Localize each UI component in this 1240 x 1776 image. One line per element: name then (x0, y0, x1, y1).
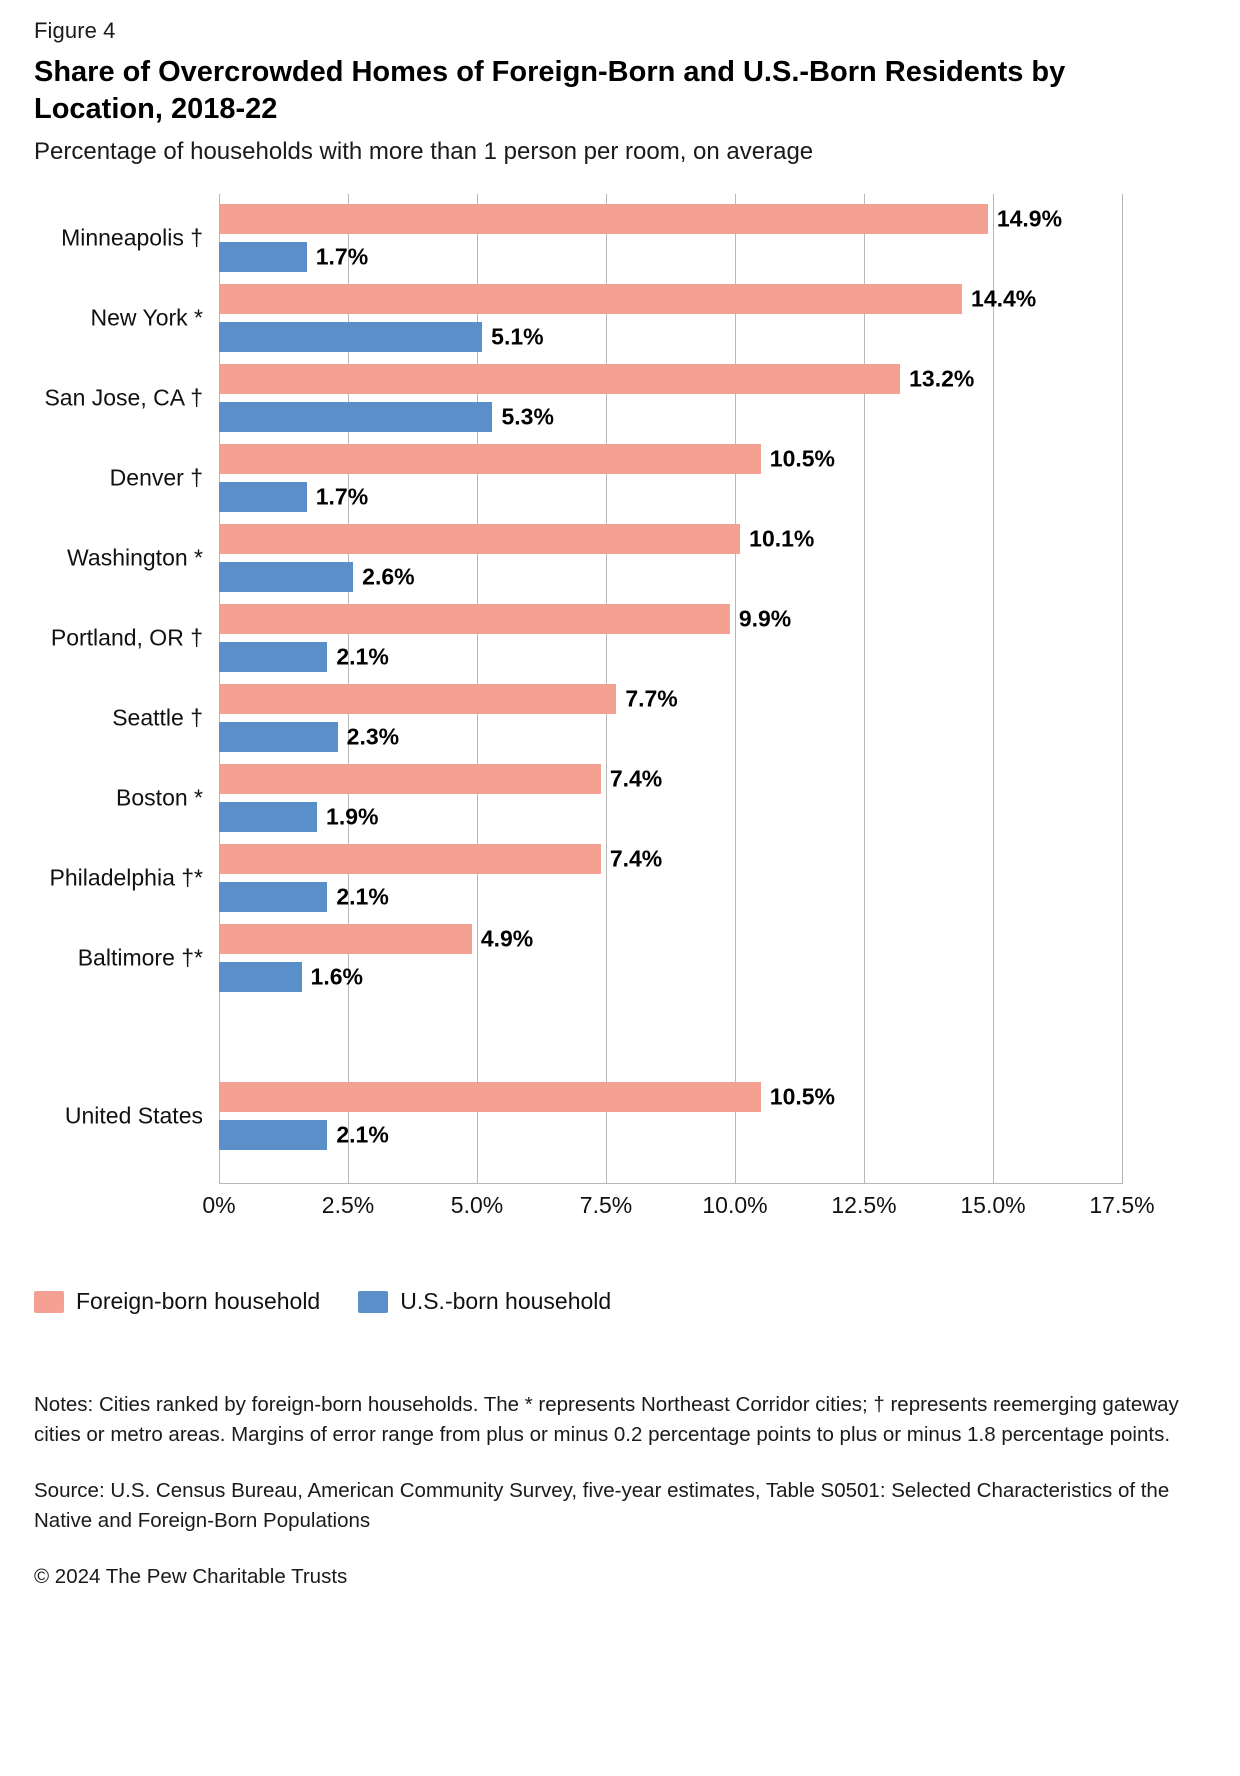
legend-item (34, 1288, 320, 1315)
bar-value-label: 13.2% (909, 365, 975, 392)
category-label: Baltimore †* (77, 944, 203, 971)
figure-footer (34, 1390, 1206, 1592)
bar-row (44, 358, 1122, 438)
bar-value-label: 2.1% (336, 1121, 389, 1148)
bar-us-born (219, 962, 363, 992)
bar-value-label: 2.3% (346, 723, 400, 750)
bar-value-label: 2.1% (336, 883, 389, 910)
bar-row (116, 758, 1122, 838)
bar-value-label: 1.9% (326, 803, 379, 830)
category-label: San Jose, CA † (44, 384, 203, 411)
bar-foreign-born (219, 364, 975, 394)
bar-foreign-born (219, 924, 534, 954)
x-tick-label: 0% (202, 1192, 236, 1219)
x-tick-label: 15.0% (960, 1192, 1026, 1219)
bar-row (112, 678, 1122, 758)
legend-swatch (358, 1291, 388, 1313)
figure-label: Figure 4 (34, 18, 116, 43)
bar-value-label: 1.7% (315, 483, 369, 510)
category-label: Minneapolis † (61, 224, 203, 251)
bar-us-born (219, 322, 544, 352)
chart-notes: Notes: Cities ranked by foreign-born households. The * represents Northeast Corridor cities; † represents reemerging gateway cities or metro areas. Margins of error range from plus or minus 0.2 percentage points to plus or minus 1.8 percentage points. (34, 1393, 1179, 1446)
x-tick-label: 2.5% (321, 1192, 375, 1219)
bar-value-label: 10.5% (769, 445, 836, 472)
bar-value-label: 14.4% (971, 285, 1037, 312)
bar-value-label: 2.6% (362, 563, 415, 590)
bar-value-label: 5.1% (491, 323, 544, 350)
bar-foreign-born (219, 684, 678, 714)
bar-value-label: 1.7% (315, 243, 369, 270)
bar-foreign-born (219, 604, 792, 634)
category-label: Washington * (67, 544, 203, 571)
bar-value-label: 10.5% (769, 1083, 836, 1110)
bar-row (109, 438, 1122, 518)
category-label: Portland, OR † (50, 624, 203, 651)
chart-source: Source: U.S. Census Bureau, American Community Survey, five-year estimates, Table S0501: Selected Characteristics of the Native and Foreign-Born Populations (34, 1478, 1170, 1532)
legend-item (358, 1288, 611, 1315)
category-label: United States (64, 1102, 203, 1129)
bar-foreign-born (219, 204, 1063, 234)
bar-us-born (219, 882, 389, 912)
bar-value-label: 4.9% (480, 925, 534, 952)
bar-value-label: 14.9% (996, 205, 1063, 232)
bar-us-born (219, 802, 379, 832)
bar-us-born (219, 562, 415, 592)
category-label: New York * (90, 304, 203, 331)
bar-us-born (219, 1120, 389, 1150)
bar-row (77, 918, 1122, 998)
x-tick-label: 7.5% (579, 1192, 633, 1219)
legend-label: Foreign-born household (76, 1288, 321, 1314)
chart-subtitle: Percentage of households with more than 1 person per room, on average (34, 138, 814, 166)
category-label: Philadelphia †* (49, 864, 203, 891)
bar-us-born (219, 242, 369, 272)
plot-region (44, 194, 1122, 1184)
bar-us-born (219, 722, 400, 752)
bar-foreign-born (219, 284, 1037, 314)
x-tick-label: 10.0% (702, 1192, 768, 1219)
bar-value-label: 1.6% (310, 963, 363, 990)
bar-value-label: 7.7% (625, 685, 678, 712)
x-tick-label: 12.5% (831, 1192, 897, 1219)
category-label: Denver † (109, 464, 203, 491)
bar-row (49, 838, 1122, 918)
bar-us-born (219, 482, 369, 512)
bar-foreign-born (219, 524, 815, 554)
category-label: Seattle † (112, 704, 203, 731)
chart-legend (34, 1288, 611, 1315)
bar-row (61, 198, 1122, 278)
x-axis-tick-labels (202, 1192, 1155, 1232)
bar-row (90, 278, 1122, 358)
x-axis-line (219, 1183, 1122, 1184)
bar-us-born (219, 402, 554, 432)
bar-value-label: 10.1% (749, 525, 815, 552)
chart-area (34, 194, 1206, 1224)
x-tick-label: 5.0% (450, 1192, 504, 1219)
bar-value-label: 9.9% (738, 605, 792, 632)
page-title: Share of Overcrowded Homes of Foreign-Born and U.S.-Born Residents by Location, 2018-22 (34, 56, 1066, 126)
bar-row (50, 598, 1122, 678)
bar-row (64, 1076, 1122, 1156)
copyright-text: © 2024 The Pew Charitable Trusts (34, 1564, 348, 1588)
legend-label: U.S.-born household (400, 1288, 612, 1314)
bar-value-label: 2.1% (336, 643, 389, 670)
bar-value-label: 5.3% (501, 403, 554, 430)
gridline (1122, 194, 1123, 1184)
bar-us-born (219, 642, 389, 672)
bar-foreign-born (219, 1082, 836, 1112)
bar-value-label: 7.4% (609, 765, 663, 792)
x-tick-label: 17.5% (1089, 1192, 1155, 1219)
bar-foreign-born (219, 844, 663, 874)
bar-row (67, 518, 1122, 598)
legend-swatch (34, 1291, 64, 1313)
bar-rows (44, 194, 1122, 1184)
bar-value-label: 7.4% (609, 845, 663, 872)
category-label: Boston * (116, 784, 203, 811)
bar-foreign-born (219, 444, 836, 474)
bar-foreign-born (219, 764, 663, 794)
